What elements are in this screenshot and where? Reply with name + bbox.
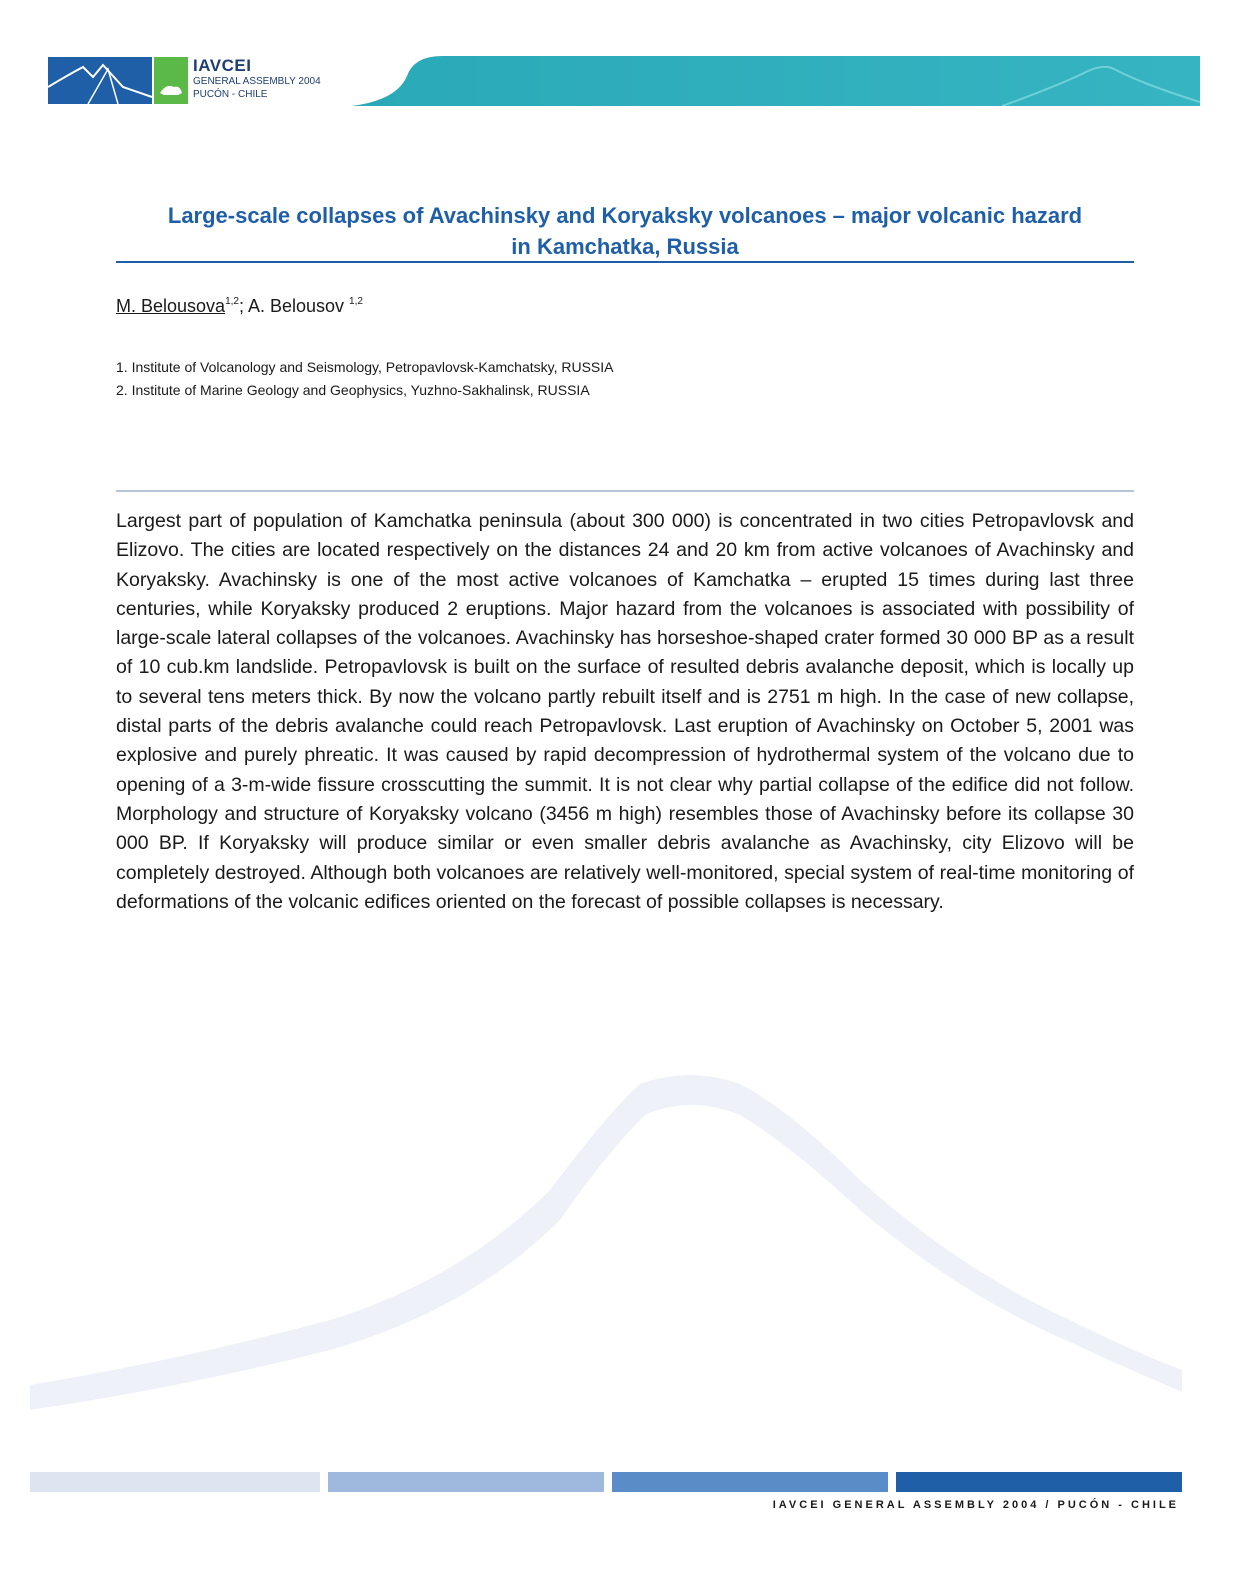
footer-stripe-4 bbox=[896, 1472, 1182, 1492]
title-line-1: Large-scale collapses of Avachinsky and Koryaksky volcanoes – major volcanic hazard bbox=[167, 203, 1083, 228]
author-1-affiliation: 1,2 bbox=[225, 296, 239, 307]
affiliations bbox=[116, 356, 614, 402]
footer-stripe-3 bbox=[612, 1472, 888, 1492]
paper-title bbox=[116, 200, 1134, 262]
authors bbox=[116, 296, 363, 317]
logo-location: PUCÓN - CHILE bbox=[193, 89, 268, 100]
logo-text bbox=[193, 57, 321, 100]
logo-subtitle: GENERAL ASSEMBLY 2004 bbox=[193, 76, 321, 87]
iavcei-logo bbox=[48, 57, 188, 104]
affiliation-1: 1. Institute of Volcanology and Seismology, Petropavlovsk-Kamchatsky, RUSSIA bbox=[116, 359, 614, 375]
abstract-divider bbox=[116, 490, 1134, 492]
background-mountain bbox=[30, 1070, 1182, 1410]
abstract-text: Largest part of population of Kamchatka peninsula (about 300 000) is concentrated in two cities Petropavlovsk and Elizovo. The cities are located respectively on the distances 24 and 20 km from active volcanoes of Avachinsky and Koryaksky. Avachinsky is one of the most active volcanoes of Kamchatka – erupted 15 times during last three centuries, while Koryaksky produced 2 eruptions. Major hazard from the volcanoes is associated with possibility of large-scale lateral collapses of the volcanoes. Avachinsky has horseshoe-shaped crater formed 30 000 BP as a result of 10 cub.km landslide. Petropavlovsk is built on the surface of resulted debris avalanche deposit, which is locally up to several tens meters thick. By now the volcano partly rebuilt itself and is 2751 m high. In the case of new collapse, distal parts of the debris avalanche could reach Petropavlovsk. Last eruption of Avachinsky on October 5, 2001 was explosive and purely phreatic. It was caused by rapid decompression of hydrothermal system of the volcano due to opening of a 3-m-wide fissure crosscutting the summit. It is not clear why partial collapse of the edifice did not follow. Morphology and structure of Koryaksky volcano (3456 m high) resembles those of Avachinsky before its collapse 30 000 BP. If Koryaksky will produce similar or even smaller debris avalanche as Avachinsky, city Elizovo will be completely destroyed. Although both volcanoes are relatively well-monitored, special system of real-time monitoring of deformations of the volcanic edifices oriented on the forecast of possible collapses is necessary. bbox=[116, 510, 1134, 913]
footer-stripe-2 bbox=[328, 1472, 604, 1492]
title-divider bbox=[116, 261, 1134, 263]
author-2: A. Belousov bbox=[247, 296, 350, 316]
footer-text: IAVCEI GENERAL ASSEMBLY 2004 / PUCÓN - CHILE bbox=[772, 1499, 1179, 1511]
title-line-2: in Kamchatka, Russia bbox=[511, 234, 739, 259]
author-2-affiliation: 1,2 bbox=[349, 296, 363, 307]
author-separator: ; bbox=[238, 296, 248, 316]
author-1: M. Belousova bbox=[116, 296, 226, 316]
header-band bbox=[352, 54, 1200, 106]
affiliation-2: 2. Institute of Marine Geology and Geophysics, Yuzhno-Sakhalinsk, RUSSIA bbox=[116, 382, 590, 398]
footer-stripe-1 bbox=[30, 1472, 320, 1492]
logo-title: IAVCEI bbox=[193, 56, 252, 75]
